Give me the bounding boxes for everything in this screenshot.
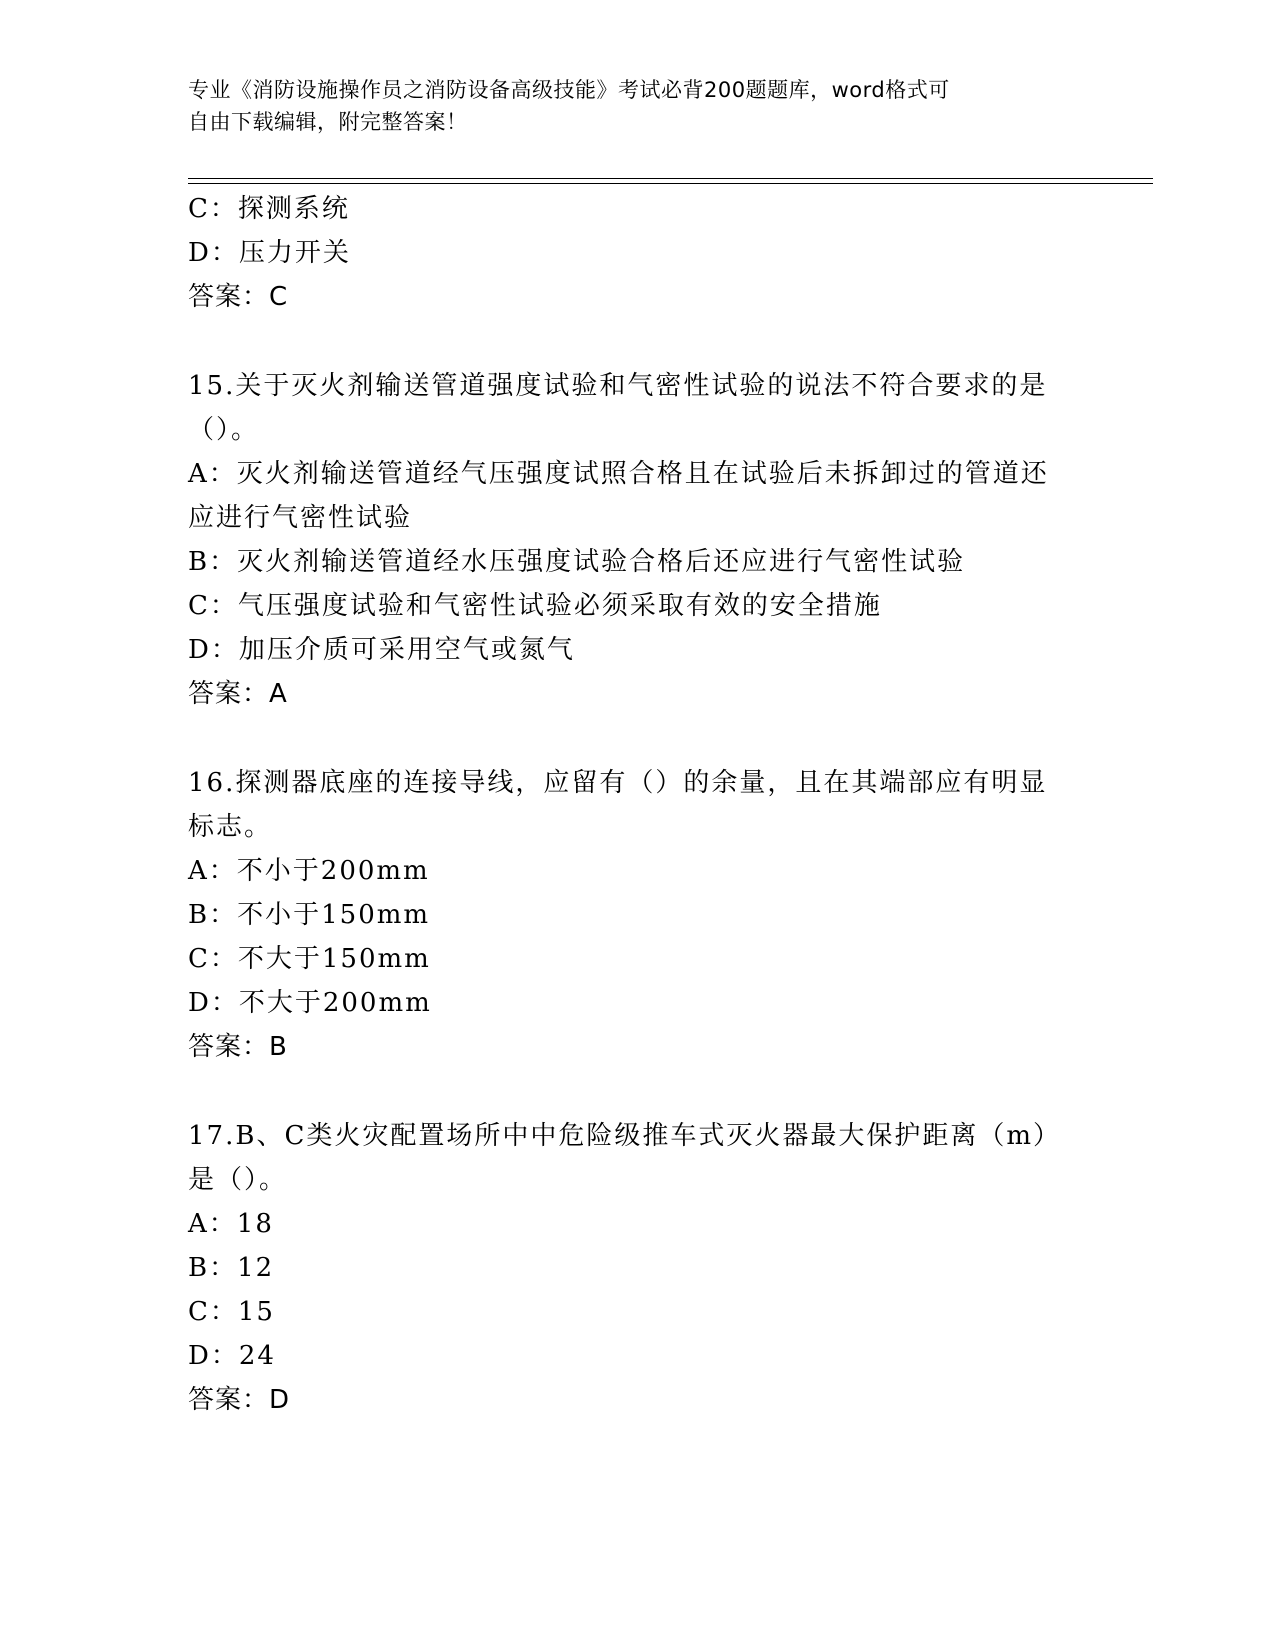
q15-option-c: C：气压强度试验和气密性试验必须采取有效的安全措施 (188, 591, 882, 621)
prev-answer: 答案：C (188, 282, 289, 312)
q15-option-a-line-2: 应进行气密性试验 (188, 503, 413, 533)
q16-option-b: B：不小于150mm (188, 900, 431, 930)
header-line-1: 专业《消防设施操作员之消防设备高级技能》考试必背200题题库，word格式可 (188, 78, 950, 102)
prev-option-d: D：压力开关 (188, 238, 351, 268)
q16-option-c: C：不大于150mm (188, 944, 431, 974)
document-header (188, 74, 1068, 138)
q15-stem-line-1: 15.关于灭火剂输送管道强度试验和气密性试验的说法不符合要求的是 (188, 371, 1048, 401)
q16-option-d: D：不大于200mm (188, 988, 432, 1018)
q16-stem-line-2: 标志。 (188, 812, 273, 842)
q15-stem-line-2: （）。 (188, 415, 260, 445)
q15-option-a-line-1: A：灭火剂输送管道经气压强度试照合格且在试验后未拆卸过的管道还 (188, 459, 1049, 489)
q15-option-d: D：加压介质可采用空气或氮气 (188, 635, 575, 665)
header-divider-top (188, 178, 1153, 179)
q15-option-b: B：灭火剂输送管道经水压强度试验合格后还应进行气密性试验 (188, 547, 966, 577)
q17-answer: 答案：D (188, 1385, 291, 1415)
q17-stem-line-1: 17.B、C类火灾配置场所中中危险级推车式灭火器最大保护距离（m） (188, 1121, 1062, 1151)
q15-answer: 答案：A (188, 679, 288, 709)
q17-stem-line-2: 是（）。 (188, 1165, 288, 1195)
q17-option-b: B：12 (188, 1253, 275, 1283)
q16-stem-line-1: 16.探测器底座的连接导线，应留有（）的余量，且在其端部应有明显 (188, 768, 1048, 798)
q16-option-a: A：不小于200mm (188, 856, 430, 886)
q17-option-c: C：15 (188, 1297, 275, 1327)
q17-option-d: D：24 (188, 1341, 276, 1371)
header-divider-bottom (188, 183, 1153, 184)
q16-answer: 答案：B (188, 1032, 288, 1062)
header-line-2: 自由下载编辑，附完整答案！ (188, 110, 468, 134)
q17-option-a: A：18 (188, 1209, 274, 1239)
prev-option-c: C：探测系统 (188, 194, 350, 224)
